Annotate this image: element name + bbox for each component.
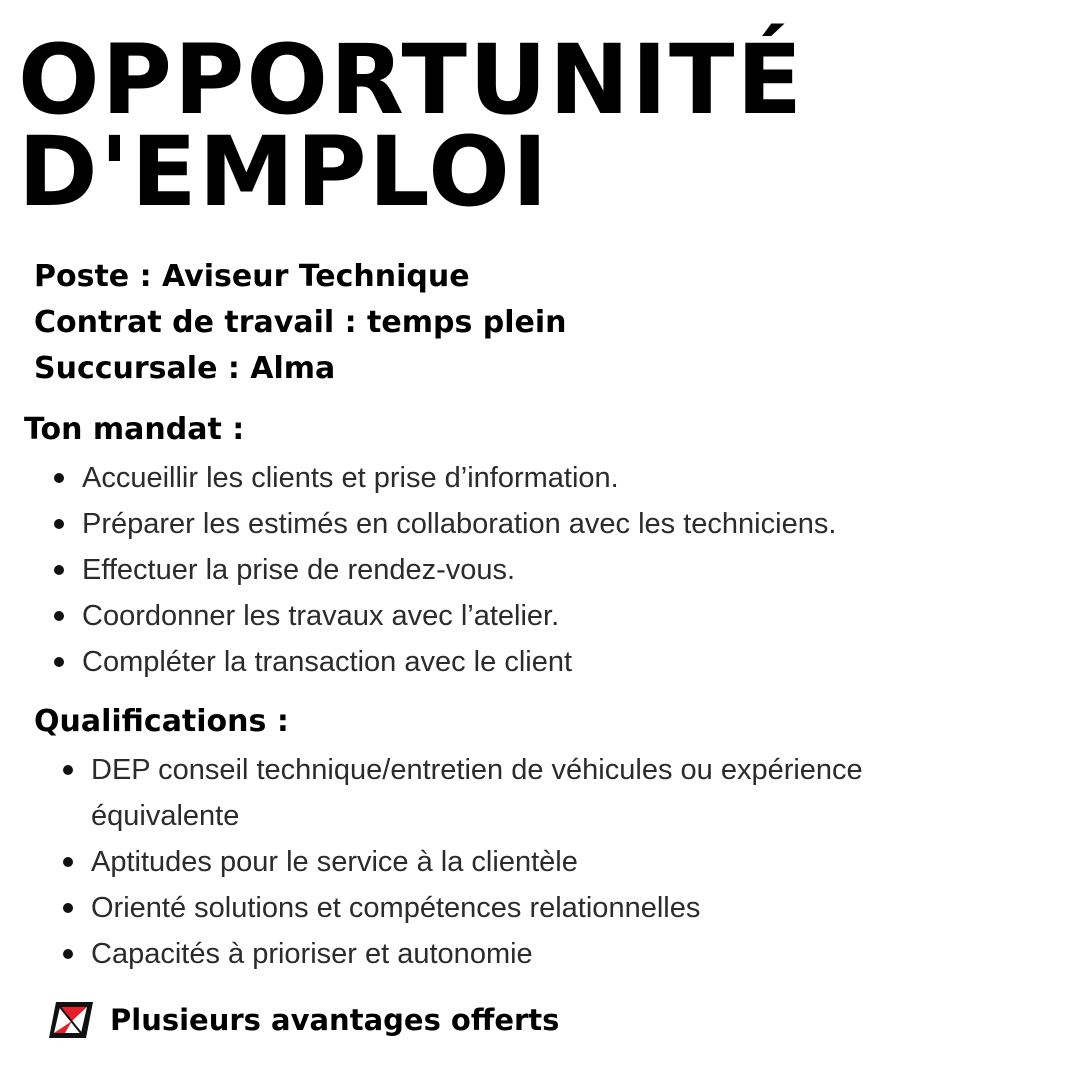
bullet-icon <box>54 611 64 621</box>
list-item-text: Coordonner les travaux avec l’atelier. <box>82 600 560 632</box>
detail-contract: Contrat de travail : temps plein <box>34 305 567 340</box>
list-item <box>91 839 971 885</box>
list-item-text: Préparer les estimés en collaboration avec les techniciens. <box>82 508 837 540</box>
bullet-icon <box>63 903 73 913</box>
bullet-icon <box>54 473 64 483</box>
page-title <box>18 24 805 228</box>
list-item-text: DEP conseil technique/entretien de véhicules ou expérience équivalente <box>91 754 863 832</box>
bullet-icon <box>54 657 64 667</box>
detail-position: Poste : Aviseur Technique <box>34 259 470 294</box>
brand-logo-icon <box>48 1001 94 1039</box>
job-details <box>34 254 567 392</box>
list-item-text: Capacités à prioriser et autonomie <box>91 938 533 970</box>
qualifications-heading: Qualifications : <box>34 704 289 739</box>
list-item <box>91 885 971 931</box>
list-item <box>82 639 1032 685</box>
bullet-icon <box>63 857 73 867</box>
mandat-list <box>82 455 1032 685</box>
qualifications-list <box>91 747 971 977</box>
list-item-text: Orienté solutions et compétences relationnelles <box>91 892 701 924</box>
detail-branch: Succursale : Alma <box>34 351 336 386</box>
footer-text: Plusieurs avantages offerts <box>110 1003 560 1037</box>
footer-perks <box>48 1000 559 1040</box>
list-item <box>82 455 1032 501</box>
list-item <box>82 547 1032 593</box>
list-item-text: Effectuer la prise de rendez-vous. <box>82 554 516 586</box>
list-item <box>82 593 1032 639</box>
list-item <box>91 747 971 839</box>
title-line-1: OPPORTUNITÉ <box>18 24 805 136</box>
bullet-icon <box>54 565 64 575</box>
bullet-icon <box>63 949 73 959</box>
list-item-text: Aptitudes pour le service à la clientèle <box>91 846 578 878</box>
mandat-heading: Ton mandat : <box>24 412 245 447</box>
bullet-icon <box>54 519 64 529</box>
list-item <box>82 501 1032 547</box>
list-item-text: Accueillir les clients et prise d’information. <box>82 462 619 494</box>
bullet-icon <box>63 765 73 775</box>
list-item <box>91 931 971 977</box>
list-item-text: Compléter la transaction avec le client <box>82 646 573 678</box>
title-line-2: D'EMPLOI <box>18 116 550 228</box>
